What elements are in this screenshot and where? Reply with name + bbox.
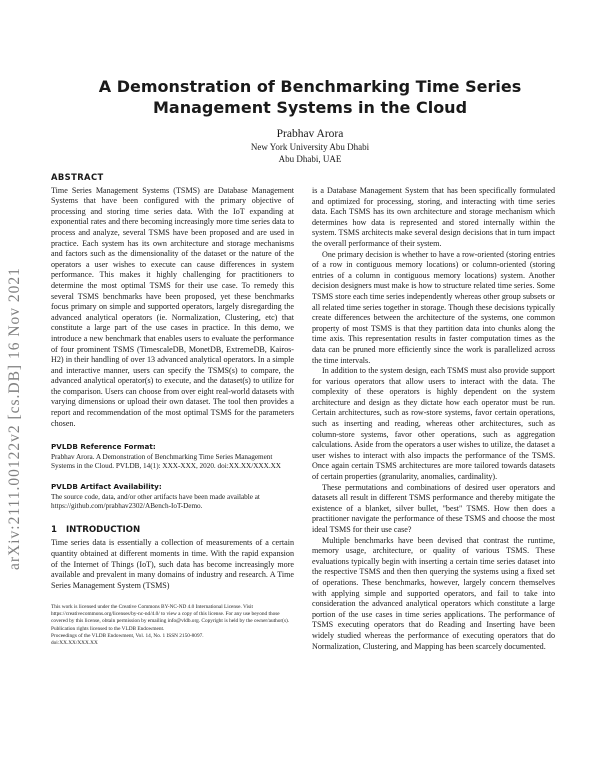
paper-title: A Demonstration of Benchmarking Time Series Management Systems in the Cloud	[98, 77, 522, 117]
introduction-text: Time series data is essentially a collection of measurements of a certain quantity obtained at different moments in time. With the rapid expansion of the Internet of Things (IoT), such data has become increasingly more available and prevalent in many domains of industry and research. A Time Series Management System (TSMS)	[51, 538, 294, 590]
abstract-text: Time Series Management Systems (TSMS) are Database Management Systems that have been configured with the primary objective of processing and storing time series data. With the IoT expanding at exponential rates and there becoming increasingly more time series data to process and analyze, several TSMS have been proposed and are used in practice. Each system has its own architecture and storage mechanisms and factors such as the dimensionality of the dataset or the nature of the operators a user wishes to execute can cause differences in system performance. This makes it highly challenging for practitioners to determine the most optimal TSMS for their use case. To remedy this several TSMS benchmarks have been proposed, yet these benchmarks focus primary on simple and supported operators, largely disregarding the advanced analytical operators (ie. Normalization, Clustering, etc) that constitute a large part of the use cases in practice. In this demo, we introduce a new benchmark that enables users to evaluate the performance of four prominent TSMS (TimescaleDB, MonetDB, ExtremeDB, Kairos-H2) in their handling of over 13 advanced analytical operators. In a simple and interactive manner, users can specify the TSMS(s) to compare, the advanced analytical operator(s) to execute, and the dataset(s) to utilize for the comparison. Users can choose from over eight real-world datasets with varying dimensions or upload their own dataset. The tool then provides a report and recommendation of the most optimal TSMS for the parameters chosen.	[51, 185, 294, 428]
license-footnote	[51, 604, 294, 647]
paragraph: These permutations and combinations of desired user operators and datasets all result in different TSMS performance and thereby mitigate the existence of a blanket, silver bullet, "best" TSMS. How then does a practitioner navigate the performance of these TSMS and choose the most ideal TSMS for their use case?	[312, 482, 555, 534]
footnote-doi: doi:XX.XX/XXX.XX	[51, 640, 98, 647]
right-column	[312, 186, 555, 652]
author-name: Prabhav Arora	[276, 128, 344, 140]
paragraph: is a Database Management System that has been specifically formulated and optimized for processing, storing, and interacting with time series data. Each TSMS has its own architecture and storage mechanism which determines how data is represented and stored internally within the system. TSMS architects make several design decisions that in turn impact the overall performance of their system.	[312, 186, 555, 248]
footnote-proceedings: Proceedings of the VLDB Endowment, Vol. 14, No. 1 ISSN 2150-8097.	[51, 632, 204, 639]
abstract-heading: ABSTRACT	[51, 172, 104, 182]
author-affiliation: New York University Abu Dhabi	[250, 141, 370, 152]
section-title: INTRODUCTION	[65, 524, 141, 535]
footnote-license: This work is licensed under the Creative Commons BY-NC-ND 4.0 International License. Visit https://creativecommons.org/licenses/by-nc-nd/4.0/ to view a copy of this license. For any use beyond those covered by this license, obtain permission by emailing info@vldb.org. Copyright is held by the owner/author(s). Publication rights licensed to the VLDB Endowment.	[51, 604, 290, 632]
artifact-heading: PVLDB Artifact Availability:	[51, 482, 162, 492]
reference-format-text: Prabhav Arora. A Demonstration of Benchmarking Time Series Management Systems in the Cloud. PVLDB, 14(1): XXX-XXX, 2020. doi:XX.XX/XXX.XX	[51, 452, 281, 471]
left-column	[51, 172, 294, 591]
author-location: Abu Dhabi, UAE	[278, 154, 342, 164]
artifact-text: The source code, data, and/or other artifacts have been made available at https://github.com/prabhav2302/ABench-IoT-Demo.	[51, 492, 260, 511]
paragraph: One primary decision is whether to have a row-oriented (storing entries of a row in contiguous memory locations) or column-oriented (storing entries of a column in contiguous memory locations) system. Another decision designers must make is how to structure related time series. Some TSMS store each time series independently whereas other group subsets or all related time series together in storage. Though these decisions typically create differences between the architecture of the systems, one common property of most TSMS is that they partition data into chunks along the time axis. This representation results in faster computation times as the data can be pruned more efficiently since the work is parallelized across the time intervals.	[312, 249, 555, 365]
reference-format-heading: PVLDB Reference Format:	[51, 442, 156, 452]
paragraph: Multiple benchmarks have been devised that contrast the runtime, memory usage, architecture, or quality of various TSMS. These evaluations typically begin with inserting a certain time series dataset into the respective TSMS and then then querying the systems using a fixed set of operations. These benchmarks, however, largely concern themselves with applying simple and supported operators, and fail to take into consideration the advanced analytical operators which constitute a large portion of the use cases in time series applications. The performance of TSMS executing operators that do Reading and Inserting have been widely studied whereas the performance of executing operators that do Normalization, Clustering, and Mapping has been scarcely documented.	[312, 535, 555, 651]
author-block	[40, 128, 580, 166]
introduction-heading	[51, 525, 294, 536]
arxiv-identifier: arXiv:2111.00122v2 [cs.DB] 16 Nov 2021	[6, 267, 23, 570]
paragraph: In addition to the system design, each TSMS must also provide support for various operators that allow users to interact with the data. The complexity of these operators is highly dependent on the system architecture and design as they dictate how each operator must be run. Certain architectures, such as row-store systems, favor certain operations, such as inserting and reading, whereas other architectures, such as column-store systems, favor other operations, such as aggregation calculations. Aside from the operators a user wishes to utilize, the dataset a user wishes to interact with also impacts the performance of the TSMS. Once again certain TSMS architectures are more tailored towards datasets of certain properties (granularity, anomalies, cardinality).	[312, 366, 555, 482]
section-number: 1	[51, 524, 57, 535]
